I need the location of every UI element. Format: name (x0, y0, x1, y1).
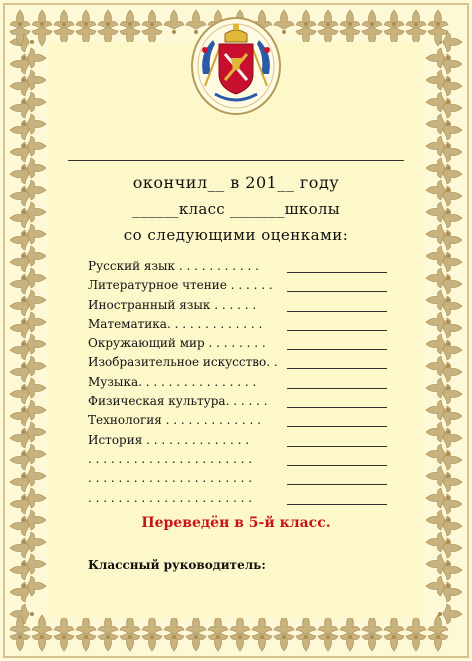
grade-line (287, 465, 387, 466)
list-item (88, 259, 388, 278)
subject-label: . . . . . . . . . . . . . . . . . . . . . . (88, 490, 253, 505)
grade-line (287, 484, 387, 485)
list-item (88, 491, 388, 510)
name-line (68, 160, 404, 161)
grade-line (287, 330, 387, 331)
grade-line (287, 311, 387, 312)
list-item (88, 471, 388, 490)
subject-label: Физическая культура. . . . . . (88, 394, 268, 409)
list-item (88, 336, 388, 355)
grade-line (287, 349, 387, 350)
class-line: ______класс _______школы (132, 200, 340, 218)
transfer-note: Переведён в 5-й класс. (141, 515, 331, 531)
subject-label: . . . . . . . . . . . . . . . . . . . . . . (88, 471, 253, 486)
grade-line (287, 272, 387, 273)
grade-line (287, 446, 387, 447)
subject-label: Литературное чтение . . . . . . (88, 278, 273, 293)
list-item (88, 413, 388, 432)
subject-label: История . . . . . . . . . . . . . . (88, 432, 250, 447)
coat-of-arms-icon (185, 14, 287, 116)
subject-label: Русский язык . . . . . . . . . . . (88, 259, 259, 273)
grade-line (287, 426, 387, 427)
list-item (88, 298, 388, 317)
emblem (185, 14, 287, 116)
grade-line (287, 504, 387, 505)
grade-line (287, 368, 387, 369)
list-item (88, 355, 388, 374)
list-item (88, 375, 388, 394)
subject-label: Изобразительное искусство. . (88, 355, 278, 370)
grade-line (287, 407, 387, 408)
subject-label: Технология . . . . . . . . . . . . . (88, 413, 261, 428)
list-item (88, 433, 388, 452)
subject-label: Окружающий мир . . . . . . . . (88, 336, 266, 351)
list-item (88, 394, 388, 413)
subject-label: Музыка. . . . . . . . . . . . . . . . (88, 374, 257, 389)
grade-line (287, 291, 387, 292)
teacher-label: Классный руководитель: (88, 558, 266, 572)
list-item (88, 278, 388, 297)
list-item (88, 452, 388, 471)
subject-label: Математика. . . . . . . . . . . . . (88, 316, 263, 331)
grades-heading: со следующими оценками: (123, 226, 349, 244)
subjects-list (88, 259, 388, 510)
list-item (88, 317, 388, 336)
subject-label: . . . . . . . . . . . . . . . . . . . . . . (88, 451, 253, 466)
finished-line: окончил__ в 201__ году (132, 173, 340, 192)
subject-label: Иностранный язык . . . . . . (88, 297, 257, 312)
grade-line (287, 388, 387, 389)
